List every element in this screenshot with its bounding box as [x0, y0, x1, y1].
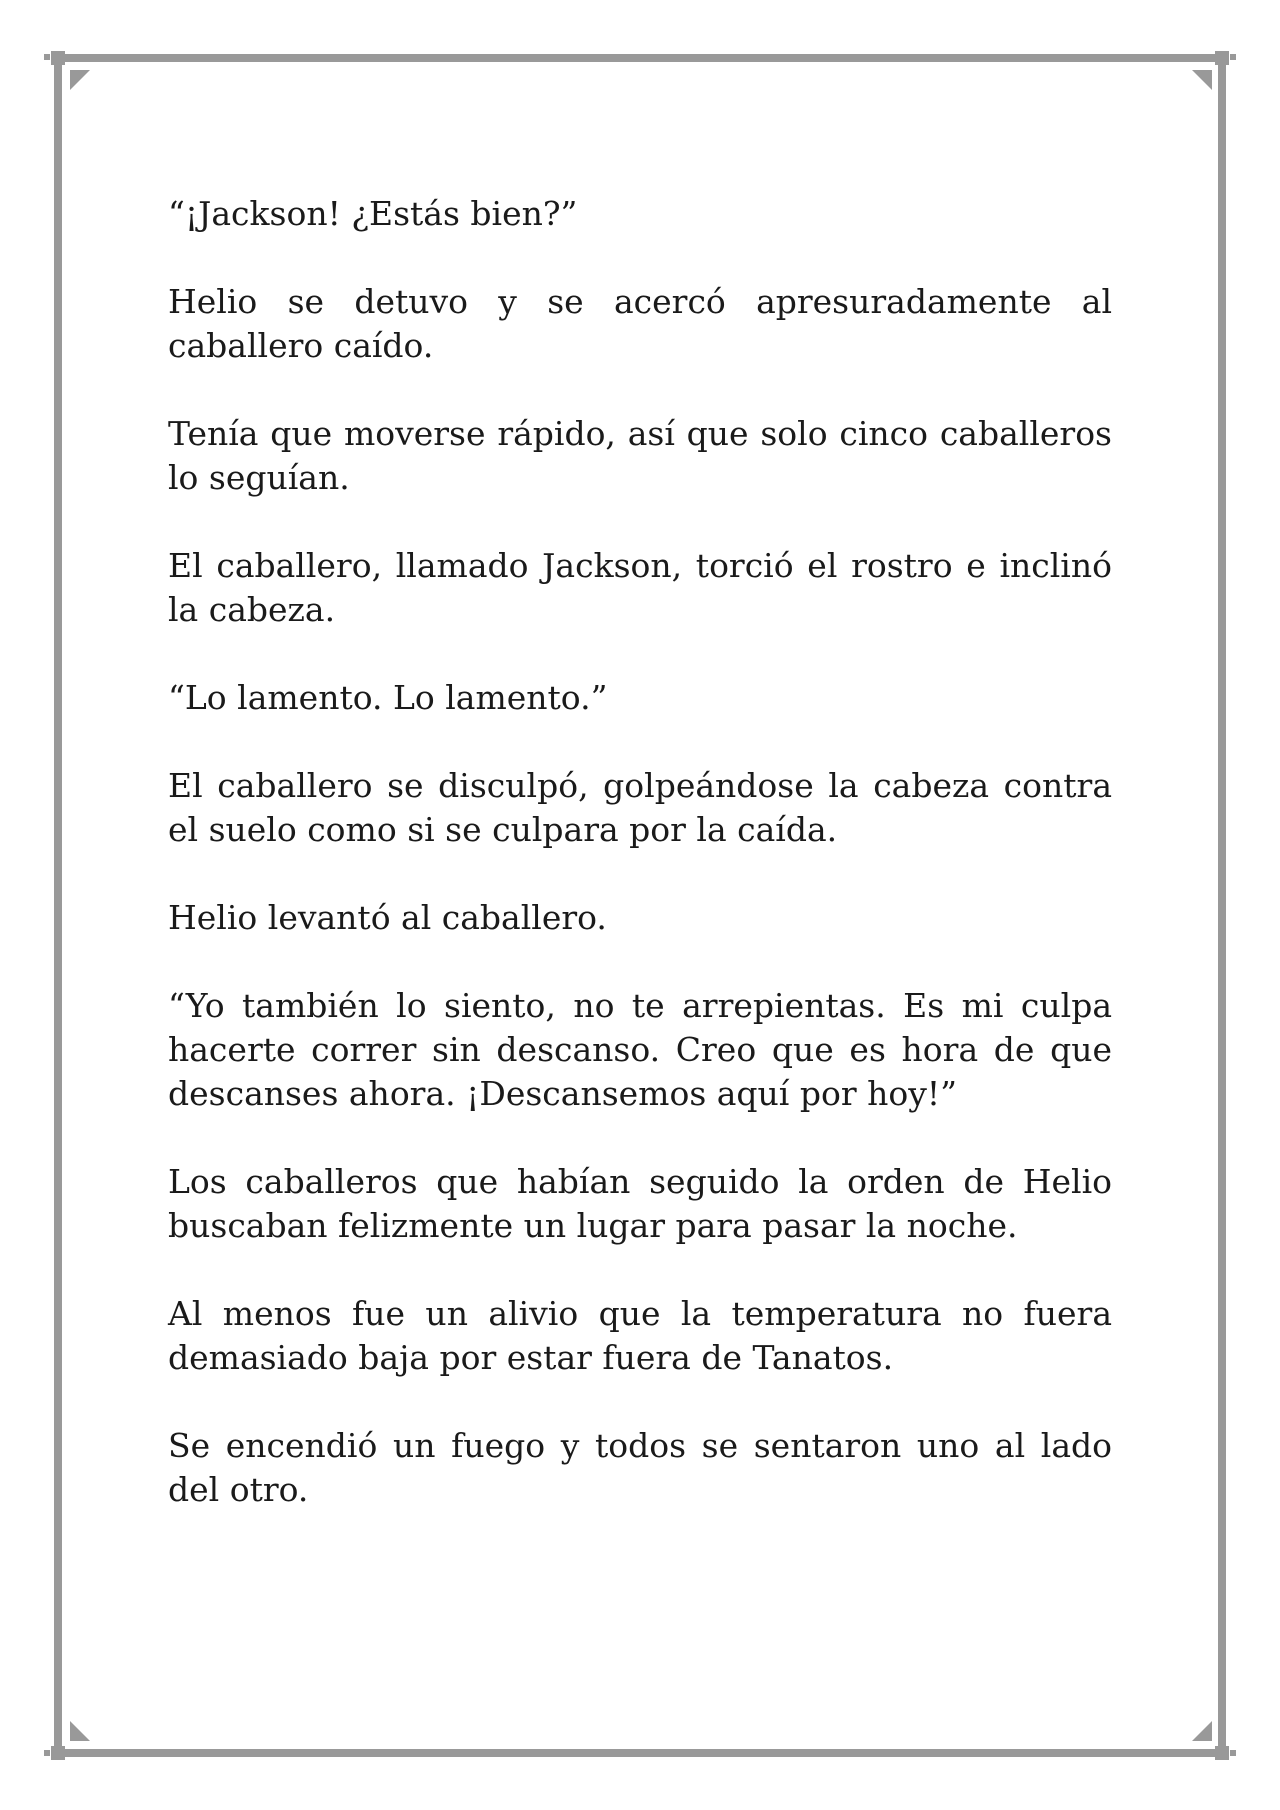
paragraph: El caballero, llamado Jackson, torció el rostro e inclinó la cabeza. — [168, 546, 1112, 629]
paragraph: Helio levantó al caballero. — [168, 898, 607, 937]
frame-corner-ornament — [44, 1750, 50, 1756]
frame-corner-top-left — [51, 51, 65, 65]
paragraph: “Yo también lo siento, no te arrepientas. Es mi culpa hacerte correr sin descanso. Creo que es hora de que descanses ahora. ¡Descansemos aquí por hoy!” — [168, 986, 1112, 1113]
frame-corner-ornament — [1230, 54, 1236, 60]
frame-corner-triangle — [1192, 1721, 1212, 1741]
frame-corner-triangle — [1192, 70, 1212, 90]
paragraph: Los caballeros que habían seguido la orden de Helio buscaban felizmente un lugar para pasar la noche. — [168, 1162, 1112, 1245]
paragraph: “¡Jackson! ¿Estás bien?” — [168, 194, 578, 233]
paragraph: Helio se detuvo y se acercó apresuradamente al caballero caído. — [168, 282, 1112, 365]
document-body — [168, 192, 1112, 1556]
frame-top-border — [60, 54, 1220, 62]
frame-corner-triangle — [70, 70, 90, 90]
frame-corner-ornament — [44, 54, 50, 60]
paragraph: Al menos fue un alivio que la temperatura no fuera demasiado baja por estar fuera de Tanatos. — [168, 1294, 1112, 1377]
frame-right-border — [1218, 60, 1226, 1750]
frame-bottom-border — [60, 1749, 1220, 1757]
frame-corner-ornament — [1230, 1750, 1236, 1756]
frame-corner-bottom-left — [51, 1746, 65, 1760]
frame-corner-triangle — [70, 1721, 90, 1741]
frame-corner-bottom-right — [1215, 1746, 1229, 1760]
frame-left-border — [54, 60, 62, 1750]
frame-corner-top-right — [1215, 51, 1229, 65]
paragraph: Se encendió un fuego y todos se sentaron uno al lado del otro. — [168, 1426, 1112, 1509]
paragraph: “Lo lamento. Lo lamento.” — [168, 678, 608, 717]
paragraph: El caballero se disculpó, golpeándose la cabeza contra el suelo como si se culpara por la caída. — [168, 766, 1112, 849]
paragraph: Tenía que moverse rápido, así que solo cinco caballeros lo seguían. — [168, 414, 1112, 497]
